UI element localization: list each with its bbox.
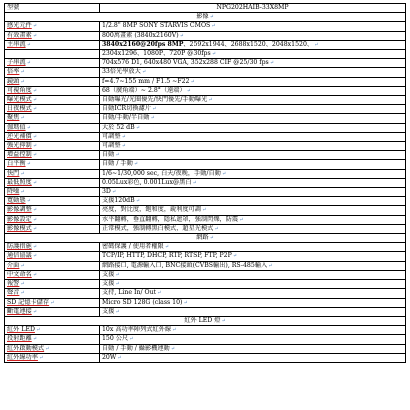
spec-value: 支援120dB↵ (100, 197, 406, 206)
paragraph-mark: ↵ (209, 235, 214, 242)
spec-label: 介面↵ (5, 261, 100, 270)
spec-label: 日夜模式↵ (5, 105, 100, 114)
spec-row (5, 280, 406, 289)
paragraph-mark: ↵ (26, 198, 31, 205)
spec-row (5, 188, 406, 197)
spec-label: 主串流↵ (5, 40, 100, 49)
spec-row (5, 289, 406, 298)
paragraph-mark: ↵ (32, 106, 37, 113)
spec-label: 投射距離↵ (5, 335, 100, 344)
paragraph-mark: ↵ (115, 152, 120, 159)
paragraph-mark: ↵ (20, 290, 25, 297)
spec-row (5, 261, 406, 270)
spec-value: 網路接口, 電源輸入口, BNC接頭(CVBS輸出), RS-485輸入↵ (100, 261, 406, 270)
spec-value: TCP/IP, HTTP, DHCP, RTP, RTSP, FTP, P2P↵ (100, 252, 406, 261)
paragraph-mark: ↵ (269, 60, 274, 67)
spec-label: 影像設定↵ (5, 215, 100, 224)
paragraph-mark: ↵ (45, 345, 50, 352)
paragraph-mark: ↵ (32, 133, 37, 140)
spec-label: 中文命名↵ (5, 270, 100, 279)
spec-label: 斷電連接↵ (5, 307, 100, 316)
spec-row (5, 307, 406, 316)
paragraph-mark: ↵ (221, 317, 226, 324)
spec-value: 0.05Lux彩色, 0.001Lux@黑白↵ (100, 178, 406, 187)
spec-label: 報警↵ (5, 280, 100, 289)
paragraph-mark: ↵ (186, 87, 191, 94)
paragraph-mark: ↵ (115, 281, 120, 288)
paragraph-mark: ↵ (151, 106, 157, 113)
paragraph-mark: ↵ (20, 281, 25, 288)
spec-label: 紅外啟動模式↵ (5, 344, 100, 353)
spec-value-bold: 3840x2160@20fps 8MP (102, 40, 184, 48)
model-number: NPG202HAIB-33X8MP (100, 4, 406, 13)
paragraph-mark: ↵ (32, 336, 37, 343)
spec-value: 支援↵ (100, 270, 406, 279)
spec-row (5, 123, 406, 132)
spec-label: 通信協議↵ (5, 252, 100, 261)
spec-row (5, 132, 406, 141)
spec-value: 正常模式，強制轉黑白模式，超星光模式↵ (100, 224, 406, 233)
spec-label: 快門↵ (5, 169, 100, 178)
paragraph-mark: ↵ (20, 170, 25, 177)
paragraph-mark: ↵ (170, 345, 175, 352)
spec-label: 可視角度↵ (5, 86, 100, 95)
paragraph-mark: ↵ (32, 143, 37, 150)
spec-row (5, 197, 406, 206)
paragraph-mark: ↵ (26, 60, 31, 67)
model-row (5, 4, 406, 13)
paragraph-mark: ↵ (115, 271, 120, 278)
section-header-row (5, 13, 406, 22)
spec-row (5, 298, 406, 307)
spec-value: 支援↵ (100, 280, 406, 289)
paragraph-mark: ↵ (20, 115, 25, 122)
spec-row (5, 114, 406, 123)
spec-row (5, 142, 406, 151)
spec-value: 33倍光學放大↵ (100, 68, 406, 77)
spec-value: 自動↵ (100, 151, 406, 160)
paragraph-mark: ↵ (214, 225, 219, 232)
spec-value: 800萬畫素 (3840x2160V)↵ (100, 31, 406, 40)
paragraph-mark: ↵ (26, 41, 31, 48)
paragraph-mark: ↵ (208, 97, 213, 104)
spec-value: 密碼保護 / 使用者權限↵ (100, 243, 406, 252)
paragraph-mark: ↵ (129, 336, 134, 343)
section-title: 紅外 LED 燈↵ (5, 316, 406, 325)
spec-row (5, 77, 406, 86)
spec-value: 自動曝光/光圈優先/快門優先/手動曝光↵ (100, 96, 406, 105)
spec-row (5, 160, 406, 169)
spec-label: 伽瑪值↵ (5, 123, 100, 132)
spec-label: SD 記憶卡儲存↵ (5, 298, 100, 307)
paragraph-mark: ↵ (121, 143, 126, 150)
spec-label: 白平衡↵ (5, 160, 100, 169)
spec-row (5, 59, 406, 68)
paragraph-mark: ↵ (20, 78, 25, 85)
spec-row (5, 224, 406, 233)
spec-value: 150 公尺↵ (100, 335, 406, 344)
spec-value: 3D↵ (100, 188, 406, 197)
paragraph-mark: ↵ (179, 32, 184, 39)
paragraph-mark: ↵ (157, 290, 162, 297)
spec-value: 10x 高功率陣列式紅外線↵ (100, 326, 406, 335)
spec-value: 3840x2160@20fps 8MP、2592x1944、2688x1520、2048x1520、↵ (100, 40, 406, 49)
spec-value: 支援↵ (100, 307, 406, 316)
spec-value: f=4.7~155 mm / F1.5 ~F22↵ (100, 77, 406, 86)
paragraph-mark: ↵ (32, 207, 37, 214)
spec-value: 水平翻轉，垂直翻轉，隱私遮罩，強制閃爍，防震↵ (100, 215, 406, 224)
paragraph-mark: ↵ (20, 189, 25, 196)
paragraph-mark: ↵ (211, 23, 216, 30)
paragraph-mark: ↵ (190, 78, 195, 85)
paragraph-mark: ↵ (150, 115, 155, 122)
paragraph-mark: ↵ (232, 253, 237, 260)
spec-row (5, 68, 406, 77)
spec-row (5, 96, 406, 105)
spec-row (5, 22, 406, 31)
paragraph-mark: ↵ (115, 308, 120, 315)
spec-value: 支持, Line In/ Out↵ (100, 289, 406, 298)
spec-value: 自動 / 手動 / 攝影機連動↵ (100, 344, 406, 353)
spec-label: 子串流↵ (5, 59, 100, 68)
paragraph-mark: ↵ (32, 87, 37, 94)
spec-label: 鏡頭↵ (5, 77, 100, 86)
paragraph-mark: ↵ (268, 262, 273, 269)
paragraph-mark: ↵ (32, 216, 37, 223)
spec-row (5, 151, 406, 160)
paragraph-mark: ↵ (239, 216, 244, 223)
paragraph-mark: ↵ (202, 207, 207, 214)
spec-row (5, 206, 406, 215)
paragraph-mark: ↵ (192, 179, 197, 186)
spec-label: 紅外線功率↵ (5, 353, 100, 362)
paragraph-mark: ↵ (32, 225, 37, 232)
section-title: 網路↵ (5, 234, 406, 243)
spec-label (5, 50, 100, 59)
spec-value: 自動/手動/半自動↵ (100, 114, 406, 123)
spec-value: 1/2.8" 8MP SONY STARVIS CMOS↵ (100, 22, 406, 31)
spec-value: 704x576 D1, 640x480 VGA, 352x288 CIF @25/30 fps↵ (100, 59, 406, 68)
paragraph-mark: ↵ (221, 170, 227, 177)
spec-label: 影像模式↵ (5, 224, 100, 233)
spec-label: 感光元件↵ (5, 22, 100, 31)
paragraph-mark: ↵ (32, 179, 37, 186)
section-header-row (5, 316, 406, 325)
spec-label: 逆光補償↵ (5, 132, 100, 141)
spec-row (5, 40, 406, 49)
paragraph-mark: ↵ (20, 69, 25, 76)
spec-label: 寬動態↵ (5, 197, 100, 206)
spec-label: 倍率↵ (5, 68, 100, 77)
spec-label: 曝光模式↵ (5, 96, 100, 105)
paragraph-mark: ↵ (32, 244, 37, 251)
paragraph-mark: ↵ (32, 23, 37, 30)
paragraph-mark: ↵ (133, 161, 138, 168)
spec-label: 有效畫素↵ (5, 31, 100, 40)
paragraph-mark: ↵ (117, 354, 122, 361)
spec-row (5, 252, 406, 261)
spec-value: 20W↵ (100, 353, 406, 362)
spec-value: 大於 52 dB↵ (100, 123, 406, 132)
spec-label: 聚焦↵ (5, 114, 100, 123)
paragraph-mark: ↵ (314, 41, 319, 48)
paragraph-mark: ↵ (26, 124, 31, 131)
spec-row (5, 335, 406, 344)
spec-label: 紅外 LED↵ (5, 326, 100, 335)
spec-label: 降噪↵ (5, 188, 100, 197)
spec-label: 最低照度↵ (5, 178, 100, 187)
spec-row (5, 169, 406, 178)
spec-value: 自動ICR切換濾片↵ (100, 105, 406, 114)
paragraph-mark: ↵ (111, 189, 117, 196)
paragraph-mark: ↵ (121, 133, 126, 140)
paragraph-mark: ↵ (172, 327, 177, 334)
paragraph-mark: ↵ (26, 161, 31, 168)
paragraph-mark: ↵ (209, 14, 214, 21)
spec-table (4, 3, 406, 363)
spec-row (5, 215, 406, 224)
spec-value: 自動 / 手動↵ (100, 160, 406, 169)
paragraph-mark: ↵ (141, 69, 147, 76)
paragraph-mark: ↵ (32, 97, 37, 104)
paragraph-mark: ↵ (183, 299, 188, 306)
paragraph-mark: ↵ (32, 152, 37, 159)
spec-row (5, 86, 406, 95)
model-label: 型號 (5, 4, 100, 13)
section-title: 影像↵ (5, 13, 406, 22)
spec-value: 可調整↵ (100, 132, 406, 141)
spec-sheet (4, 3, 406, 363)
spec-value: 1/6~1/30,000 sec, 白天/夜晚，手動/自動↵ (100, 169, 406, 178)
spec-row (5, 353, 406, 362)
paragraph-mark: ↵ (50, 299, 55, 306)
paragraph-mark: ↵ (38, 354, 44, 361)
paragraph-mark: ↵ (20, 262, 25, 269)
spec-label: 聲音↵ (5, 289, 100, 298)
paragraph-mark: ↵ (35, 327, 41, 334)
spec-table-body (5, 4, 406, 363)
spec-value: Micro SD 128G (class 10)↵ (100, 298, 406, 307)
spec-label: 增益控制↵ (5, 151, 100, 160)
spec-value: 亮度，對比度，飽和度，銳利度可調↵ (100, 206, 406, 215)
spec-row (5, 270, 406, 279)
spec-row (5, 31, 406, 40)
paragraph-mark: ↵ (32, 308, 37, 315)
spec-row (5, 243, 406, 252)
paragraph-mark: ↵ (135, 124, 140, 131)
spec-row (5, 178, 406, 187)
paragraph-mark: ↵ (32, 32, 37, 39)
spec-value: 可調整↵ (100, 142, 406, 151)
spec-row (5, 326, 406, 335)
paragraph-mark: ↵ (211, 51, 216, 58)
spec-row (5, 105, 406, 114)
spec-row (5, 50, 406, 59)
paragraph-mark: ↵ (32, 253, 37, 260)
paragraph-mark: ↵ (135, 198, 140, 205)
spec-row (5, 344, 406, 353)
spec-label: 影像調整↵ (5, 206, 100, 215)
spec-label: 防護措施↵ (5, 243, 100, 252)
paragraph-mark: ↵ (164, 244, 169, 251)
paragraph-mark: ↵ (32, 271, 37, 278)
spec-value: 2304x1296、1080P、720P @30fps↵ (100, 50, 406, 59)
section-header-row (5, 234, 406, 243)
spec-value: 68（廣角端）~ 2.8°（遠端）↵ (100, 86, 406, 95)
spec-label: 強光抑制↵ (5, 142, 100, 151)
